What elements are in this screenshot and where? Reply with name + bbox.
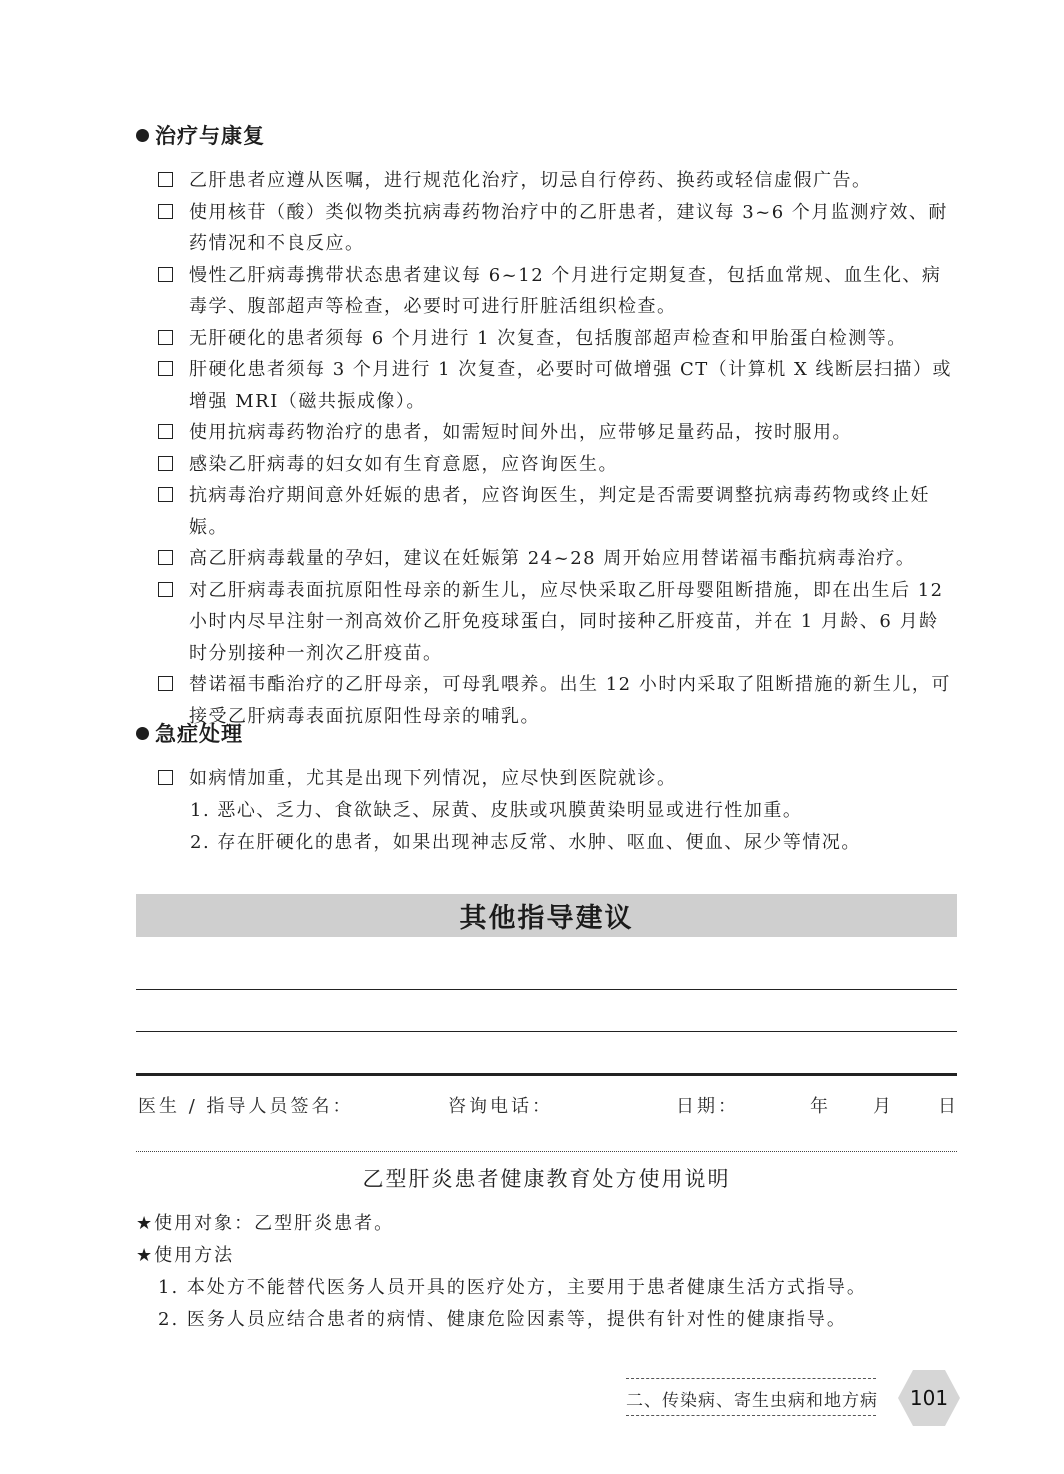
- footer-dash-top: [626, 1378, 876, 1379]
- checklist-item-text: 抗病毒治疗期间意外妊娠的患者，应咨询医生，判定是否需要调整抗病毒药物或终止妊娠。: [189, 485, 930, 538]
- checklist-item-text: 使用核苷（酸）类似物类抗病毒药物治疗中的乙肝患者，建议每 3~6 个月监测疗效、耐药情况和不良反应。: [189, 201, 948, 254]
- star-icon: ★: [136, 1213, 155, 1234]
- checkbox[interactable]: [158, 582, 173, 597]
- usage-method: [136, 1240, 234, 1271]
- checklist-item-text: 感染乙肝病毒的妇女如有生育意愿，应咨询医生。: [189, 453, 618, 475]
- usage-title: 乙型肝炎患者健康教育处方使用说明: [362, 1167, 731, 1191]
- section-heading-treatment: [136, 120, 265, 150]
- other-guidance-title: 其他指导建议: [459, 903, 634, 934]
- signature-divider: [136, 1073, 957, 1076]
- date-month-label: 月: [873, 1096, 894, 1117]
- usage-method-item: 1. 本处方不能替代医务人员开具的医疗处方，主要用于患者健康生活方式指导。: [158, 1277, 867, 1298]
- checklist-item: [158, 260, 958, 323]
- checklist-item: [158, 480, 958, 543]
- page-number: 101: [909, 1386, 949, 1410]
- usage-method-label: 使用方法: [154, 1245, 235, 1266]
- checkbox[interactable]: [158, 676, 173, 691]
- checklist-item-text: 对乙肝病毒表面抗原阳性母亲的新生儿，应尽快采取乙肝母婴阻断措施，即在出生后 12 小时内尽早注射一剂高效价乙肝免疫球蛋白，同时接种乙肝疫苗，并在 1 月龄、6 月龄时分别接种一剂次乙肝疫苗。: [189, 579, 944, 664]
- dotted-separator: [136, 1151, 957, 1152]
- checklist-item-text: 乙肝患者应遵从医嘱，进行规范化治疗，切忌自行停药、换药或轻信虚假广告。: [189, 170, 872, 191]
- footer-chapter: 二、传染病、寄生虫病和地方病: [626, 1391, 878, 1411]
- emergency-sublist: [190, 795, 950, 858]
- writing-line[interactable]: [136, 989, 957, 990]
- treatment-checklist: [158, 165, 958, 732]
- treatment-heading-text: 治疗与康复: [155, 124, 265, 148]
- checklist-item-text: 无肝硬化的患者须每 6 个月进行 1 次复查，包括腹部超声检查和甲胎蛋白检测等。: [189, 327, 907, 349]
- footer-dash-bottom: [626, 1415, 876, 1416]
- checklist-item: [158, 417, 958, 449]
- usage-method-item: 2. 医务人员应结合患者的病情、健康危险因素等，提供有针对性的健康指导。: [158, 1309, 847, 1330]
- checklist-item: [158, 354, 958, 417]
- checklist-item-text: 慢性乙肝病毒携带状态患者建议每 6~12 个月进行定期复查，包括血常规、血生化、病毒学、腹部超声等检查，必要时可进行肝脏活组织检查。: [189, 264, 942, 317]
- checkbox[interactable]: [158, 267, 173, 282]
- usage-target-value: 乙型肝炎患者。: [254, 1213, 395, 1234]
- checklist-item-text: 如病情加重，尤其是出现下列情况，应尽快到医院就诊。: [189, 768, 677, 789]
- checkbox[interactable]: [158, 204, 173, 219]
- checklist-item: [158, 197, 958, 260]
- star-icon: ★: [136, 1245, 155, 1266]
- checklist-item: [158, 449, 958, 481]
- checkbox[interactable]: [158, 330, 173, 345]
- date-year-label: 年: [810, 1096, 831, 1117]
- other-guidance-banner: [136, 894, 957, 937]
- checklist-item-text: 高乙肝病毒载量的孕妇，建议在妊娠第 24~28 周开始应用替诺福韦酯抗病毒治疗。: [189, 548, 916, 569]
- doctor-signature-label: 医生 / 指导人员签名：: [138, 1096, 354, 1117]
- checkbox[interactable]: [158, 550, 173, 565]
- checklist-item: [158, 543, 958, 575]
- checkbox[interactable]: [158, 770, 173, 785]
- checkbox[interactable]: [158, 424, 173, 439]
- checklist-item: [158, 165, 958, 197]
- checkbox[interactable]: [158, 172, 173, 187]
- checkbox[interactable]: [158, 456, 173, 471]
- emergency-heading-text: 急症处理: [155, 722, 243, 746]
- page-number-badge: [897, 1368, 961, 1428]
- usage-target-label: 使用对象：: [154, 1213, 255, 1234]
- bullet-dot-icon: [136, 727, 149, 740]
- checkbox[interactable]: [158, 361, 173, 376]
- date-label: 日期：: [676, 1096, 739, 1117]
- checklist-item-text: 替诺福韦酯治疗的乙肝母亲，可母乳喂养。出生 12 小时内采取了阻断措施的新生儿，可接受乙肝病毒表面抗原阳性母亲的哺乳。: [189, 674, 951, 727]
- checklist-item: [158, 763, 958, 795]
- bullet-dot-icon: [136, 129, 149, 142]
- sublist-item: 2. 存在肝硬化的患者，如果出现神志反常、水肿、呕血、便血、尿少等情况。: [190, 831, 861, 853]
- checklist-item-text: 使用抗病毒药物治疗的患者，如需短时间外出，应带够足量药品，按时服用。: [189, 422, 852, 443]
- checklist-item-text: 肝硬化患者须每 3 个月进行 1 次复查，必要时可做增强 CT（计算机 X 线断层扫描）或增强 MRI（磁共振成像）。: [189, 359, 953, 412]
- phone-label: 咨询电话：: [448, 1096, 553, 1117]
- checklist-item: [158, 669, 958, 732]
- section-heading-emergency: [136, 718, 243, 748]
- checklist-item: [158, 575, 958, 670]
- checkbox[interactable]: [158, 487, 173, 502]
- sublist-item: 1. 恶心、乏力、食欲缺乏、尿黄、皮肤或巩膜黄染明显或进行性加重。: [190, 800, 803, 821]
- usage-target: [136, 1208, 394, 1239]
- checklist-item: [158, 323, 958, 355]
- emergency-checklist: [158, 763, 958, 795]
- writing-line[interactable]: [136, 1031, 957, 1032]
- date-day-label: 日: [938, 1096, 959, 1117]
